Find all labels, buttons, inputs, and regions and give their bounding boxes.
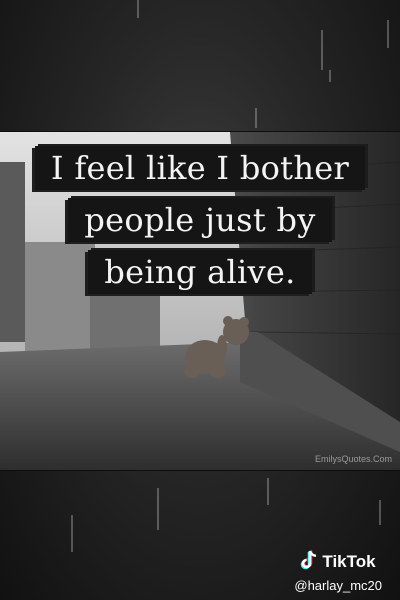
tiktok-brand xyxy=(300,550,375,574)
quote-image xyxy=(0,132,400,470)
tiktok-logo-icon xyxy=(300,550,318,574)
tiktok-brand-name: TikTok xyxy=(322,552,376,571)
quote-line-3: being alive. xyxy=(88,250,311,294)
quote-text xyxy=(0,146,400,294)
tiktok-watermark xyxy=(294,550,382,593)
tiktok-handle: @harlay_mc20 xyxy=(294,578,382,593)
watermark: EmilysQuotes.Com xyxy=(314,454,392,464)
quote-line-2: people just by xyxy=(68,198,331,242)
quote-line-1: I feel like I bother xyxy=(35,146,365,190)
